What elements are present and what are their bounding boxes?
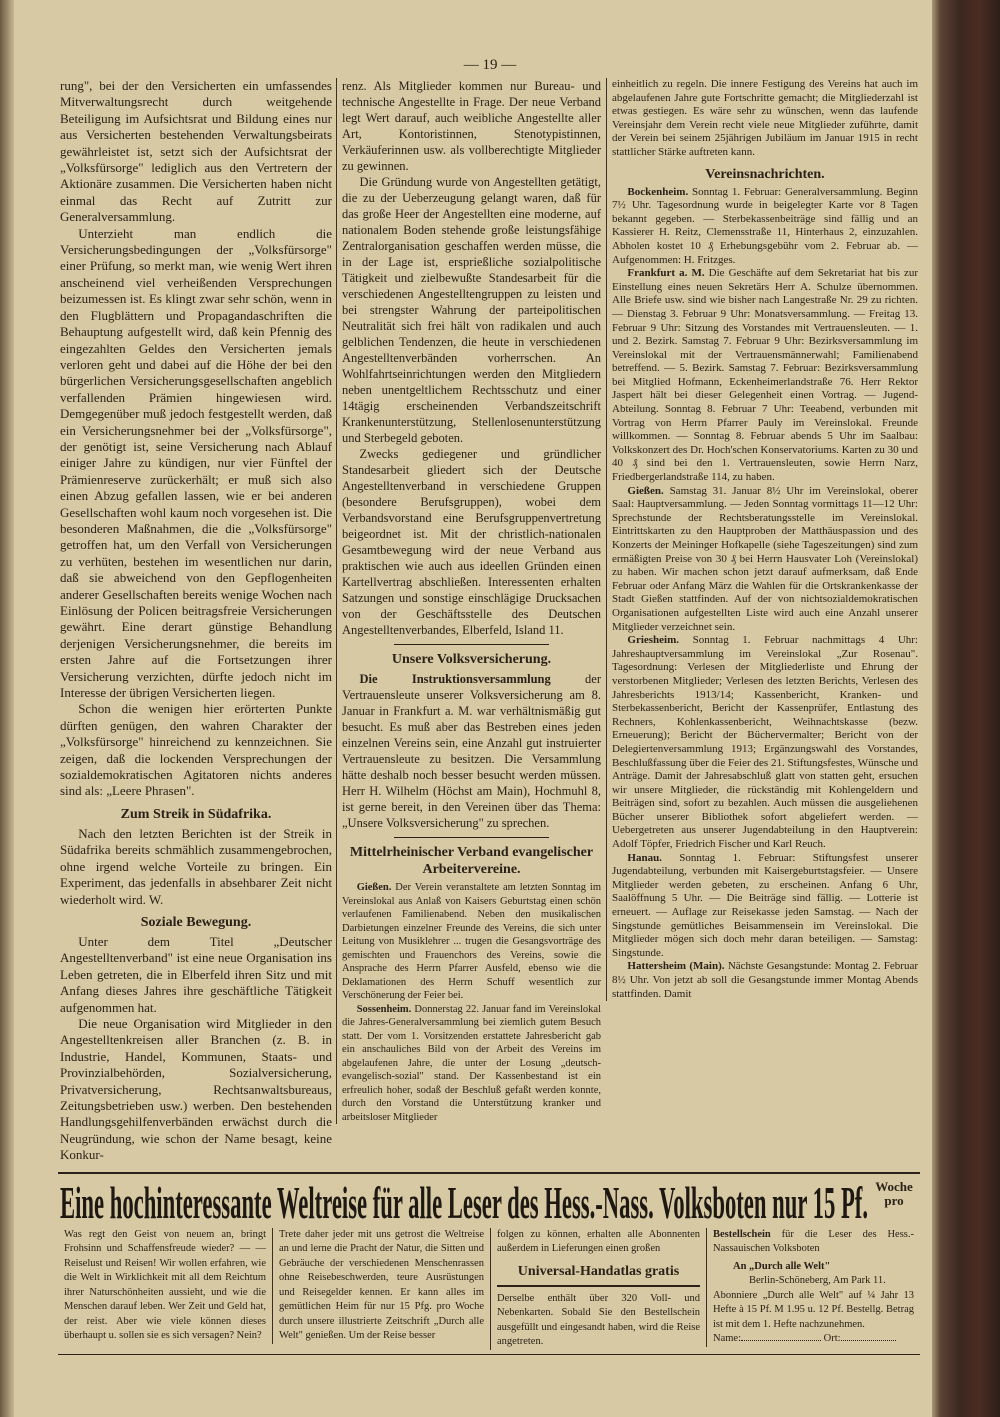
page-content [0, 78, 1000, 1355]
order-form-fields [713, 1332, 914, 1347]
paragraph-text: Nächste Gesangstunde: Montag 2. Februar 8½ Uhr. Von jetzt ab soll die Gesangstunde immer Montag Abends stattfinden. Damit [612, 960, 918, 1000]
order-form-intro-text: für die Leser des Hess.-Nassauischen Volksboten [713, 1228, 914, 1255]
paragraph-lead: Gießen. [356, 882, 392, 893]
article-paragraph [612, 186, 918, 268]
paragraph-text: Der Verein veranstaltete am letzten Sonntag im Vereinslokal aus Anlaß von Kaisers Geburtstag einen schön verlaufenen Familienabend. Neben den musikalischen Darbietungen einzelner Freunde des Vereins, die sich unter Leitung von Musiklehrer ... trugen die Gesangsvorträge des gemischten und Frauenchors des Vereins, sowie die Ansprache des Herrn Pfarrer Ausfeld, ebenso wie die Deklamationen des Herrn Schuff wesentlich zur Verschönerung der Feier bei. [342, 882, 601, 1001]
article-paragraph [60, 78, 332, 226]
paragraph-lead: Griesheim. [627, 634, 680, 647]
ad-column-3 [490, 1228, 706, 1350]
page-number: — 19 — [463, 57, 517, 73]
article-paragraph [60, 701, 332, 799]
article-paragraph [342, 78, 601, 174]
paragraph-text: Sonntag 1. Februar nachmittags 4 Uhr: Jahreshauptversammlung im Vereinslokal „Zur Rosenau". Tagesordnung: Verlesen der Mitgliederliste und Ehrung der verstorbenen Mitglieder; Verlesen des letzten Berichts, Verlesen des Jahresberichts 1913/14; Kassenbericht, Kranken- und Sterbekassenbericht, Bericht der Kassenprüfer, Entlastung des Rechners, Kohlenkassenbericht, Weihnachtskasse (bezw. Erneuerung); Bericht der Büchervermalter; Bericht von der Delegiertenversammlung 1913; Ergänzungswahl des Vorstandes, Beschlußfassung über die Feier des 21. Stiftungsfestes, Wünsche und Anträge. Damit der Jahresabschluß glatt von statten geht, ersuchen wir unsere Mitglieder, die rückständig mit Kohlengeldern und Beiträgen sind, sofort zu bezahlen. Auch müssen die ausgeliehenen Bücher unserer Bibliothek sofort abgeliefert werden. — Uebergetreten aus unserer Jugendabteilung in den Hauptverein: Adolf Töpfer, Friedrich Fischer und Karl Reuch. [612, 634, 918, 851]
paragraph-text: Schon die wenigen hier erörterten Punkte dürften genügen, den wahren Charakter der „Volksfürsorge" hinreichend zu kennzeichnen. Sie zeigen, daß die lockenden Versprechungen der sozialdemokratischen Agitatoren nichts anderes sind als: „Leere Phrasen". [60, 701, 332, 799]
paragraph-lead: Hattersheim (Main). [627, 960, 725, 973]
article-paragraph [342, 1003, 601, 1125]
order-form-recipient: An „Durch alle Welt" [733, 1260, 831, 1272]
paragraph-lead: Sossenheim. [356, 1003, 412, 1015]
paragraph-lead: Hanau. [627, 851, 662, 864]
article-paragraph [60, 226, 332, 702]
article-paragraph [612, 267, 918, 485]
paragraph-lead: Frankfurt a. M. [627, 267, 705, 280]
paragraph-text: rung", bei der den Versicherten ein umfassendes Mitverwaltungsrecht durch weitgehende Beteiligung im Aufsichtsrat und Bildung eines nur aus Versicherten bestehenden Verwaltungsbeirats gewährleistet ist, setzt sich der Aufsichtsrat der „Volksfürsorge" lediglich aus den Vertretern der Aktionäre zusammen. Die Versicherten haben nicht einmal das Recht auf Zutritt zur Generalversammlung. [60, 78, 332, 225]
ort-field[interactable] [841, 1340, 896, 1341]
article-paragraph [612, 78, 918, 160]
paragraph-text: Donnerstag 22. Januar fand im Vereinslokal die Jahres-Generalversammlung bei ziemlich gutem Besuch statt. Der vom 1. Vorsitzenden erstattete Jahresbericht gab ein anschauliches Bild von der Arbeit des Vereins im abgelaufenen Jahre, die unter der Losung „deutsch-evangelisch-sozial" stand. Der Kassenbestand ist ein erfreulich hoher, sodaß der Beschluß gefaßt werden konnte, durch den Vorstand die Unterstützung kranker und arbeitsloser Mitglieder [342, 1003, 601, 1123]
article-paragraph [342, 881, 601, 1003]
paragraph-lead: Gießen. [627, 484, 664, 497]
section-heading: Unsere Volksversicherung. [391, 652, 552, 667]
paragraph-text: Sonntag 1. Februar: Generalversammlung. Beginn 7½ Uhr. Tagesordnung wurde in beigelegter Karte vor 8 Tagen bekannt gegeben. — Sterbekassenbeiträge sind fällig und an Kassierer H. Reitz, Clemensstraße 11, Hinterhaus 2, einzuzahlen. Abholen kostet 10 ₰ Erhebungsgebühr vom 2. Februar ab. — Aufgenommen: H. Fritzges. [612, 185, 918, 266]
order-form-address: Berlin-Schöneberg, Am Park 11. [749, 1275, 886, 1287]
column-1 [60, 78, 336, 1164]
section-heading: Zum Streik in Südafrika. [120, 806, 272, 822]
article-paragraph [342, 671, 601, 831]
article-paragraph [60, 826, 332, 908]
ad-text-3a: folgen zu können, erhalten alle Abonnenten außerdem in Lieferungen einen großen [497, 1228, 700, 1255]
article-columns [60, 78, 918, 1164]
paragraph-text: Unterzieht man endlich die Versicherungsbedingungen der „Volksfürsorge" einer Prüfung, so merkt man, wie wenig Wert ihren anscheinend viel verheißenden Versprechungen beizumessen ist. Es klingt zwar sehr schön, wenn in den Flugblättern und Propagandaschriften die Behauptung aufgestellt wird, daß kein Pfennig des eingezahlten Geldes den Versicherten jemals verloren geht und dabei auf die Höhe der bei den bürgerlichen Versicherungsgesellschaften angeblich verfallenden Prämien hingewiesen wird. Demgegenüber muß jedoch festgestellt werden, daß ein Versicherungsnehmer bei der „Volksfürsorge", der genötigt ist, seine Versicherung nach Ablauf einiger Jahre zu kündigen, nur vier Fünftel der Prämienreserve zurückerhält; er muß sich also einen Abzug gefallen lassen, wie er bei anderen Gesellschaften wohl kaum noch vorgesehen ist. Die besonderen Maßnahmen, die die „Volksfürsorge" getroffen hat, um den Verfall von Versicherungen zu verhüten, bestehen im wesentlichen nur darin, daß sie abweichend von den Gepflogenheiten anderer Gesellschaften bereits wenige Wochen nach Einlösung der Policen beitragsfreie Versicherungen gewährt. Eine derart günstige Behandlung derjenigen Versicherungsnehmer, die bereits im ersten Jahre auf die Fortsetzungen ihrer Versicherung verzichten, dürfte jedoch nicht im Interesse der übrigen Versicherten liegen. [60, 225, 332, 701]
paragraph-lead: Bockenheim. [627, 185, 689, 198]
advertisement [58, 1172, 920, 1355]
section-heading: Vereinsnachrichten. [705, 166, 825, 182]
ad-woche: Woche [875, 1178, 913, 1194]
article-paragraph [612, 485, 918, 635]
paragraph-text: Sonntag 1. Februar: Stiftungsfest unserer Jugendabteilung, verbunden mit Kaisergeburtstagsfeier. — Unsere Mitglieder werden gebeten, zu erscheinen. Anfang 6 Uhr, Saalöffnung 5 Uhr. — Die Beiträge sind fällig. — Lotterie ist erneuert. — Auflage zur Reisekasse jeden Samstag. — Nach der Singstunde gemütliches Beisammensein im Vereinslokal. Die Mitglieder mögen sich doch mehr daran beteiligen. — Samstag: Singstunde. [612, 851, 918, 959]
column-3 [606, 78, 918, 1001]
ad-column-2 [272, 1228, 490, 1344]
ad-header [58, 1174, 920, 1228]
ad-text-3b: Derselbe enthält über 320 Voll- und Nebenkarten. Sobald Sie den Bestellschein ausgefüllt und eingesandt haben, wird die Reise angetreten. [497, 1292, 700, 1348]
article-paragraph [60, 934, 332, 1016]
ad-column-1 [58, 1228, 272, 1344]
order-form-intro [713, 1228, 914, 1257]
order-form-text: Abonniere „Durch alle Welt" auf ¼ Jahr 13 Hefte à 15 Pf. M 1.95 u. 12 Pf. Bestellg. Betrag ist mit dem 1. Hefte nachzunehmen. [713, 1289, 914, 1330]
ort-label: Ort: [823, 1333, 841, 1345]
section-rule [394, 644, 549, 645]
ad-per-week [872, 1174, 916, 1208]
paragraph-text: Unter dem Titel „Deutscher Angestelltenverband" ist eine neue Organisation ins Leben getreten, die in Elberfeld ihren Sitz und mit Anfang dieses Jahres ihre geschäftliche Tätigkeit aufgenommen hat. [60, 933, 332, 1015]
section-rule [394, 837, 549, 838]
section-heading: Soziale Bewegung. [140, 914, 252, 930]
ad-text-1: Was regt den Geist von neuem an, bringt Frohsinn und Schaffensfreude wieder? — — Reiselust und Reisen! Wir wollen erfahren, wie die Welt in Wirklichkeit mit all dem Reichtum ihrer Naturschönheiten aussieht, und wie die Menschen darauf leben. Wer Zeit und Geld hat, der reist. Aber wie viele können dieses überhaupt u. sollen sie es sich versagen? Nein? [64, 1228, 266, 1342]
paragraph-text: einheitlich zu regeln. Die innere Festigung des Vereins hat auch im abgelaufenen Jahre gute Fortschritte gemacht; die Mitgliederzahl ist etwas gestiegen. Es wäre sehr zu wünschen, wenn das laufende Vereinsjahr dem Verein recht viele neue Mitglieder zuführte, damit der Verein bei seinem 25jährigen Jubiläum im Januar 1915 in recht stattlicher Stärke auftreten kann. [612, 78, 918, 158]
paragraph-text: Zwecks gediegener und gründlicher Standesarbeit gliedert sich der Deutsche Angestelltenverband in verschiedene Gruppen (besondere Berufsgruppen), wobei dem Verbandsvorstand eine Berufsgruppenvertretung beigeordnet ist. Mit der christlich-nationalen Gesamtbewegung wird der neue Verband aus praktischen wie auch aus ideellen Gründen einen Kartellvertrag abschließen. Interessenten erhalten Satzungen und sonstige einschlägige Drucksachen von der Geschäftsstelle des Deutschen Angestelltenverbandes, Elberfeld, Island 11. [342, 447, 601, 637]
paragraph-text: der Vertrauensleute unserer Volksversicherung am 8. Januar in Frankfurt a. M. war verhältnismäßig gut besucht. Es muß aber das Bestreben eines jeden einzelnen Vereins sein, eine Anzahl gut instruierter Vertrauensleute zu besitzen. Die Versammlung hätte deshalb noch besser besucht werden müssen. Herr H. Wilhelm (Höchst am Main), Hochmuhl 8, ist gerne bereit, in den Vereinen über das Thema: „Unsere Volksversicherung" zu sprechen. [342, 672, 601, 830]
article-paragraph [342, 446, 601, 638]
order-form [706, 1228, 920, 1347]
article-paragraph [612, 634, 918, 852]
paragraph-text: Die Gründung wurde von Angestellten getätigt, die zu der Ueberzeugung gelangt waren, daß für das große Heer der Angestellten eine moderne, auf nationalem Boden stehende große leistungsfähige Zentralorganisation geschaffen werden müsse, die in der Lage ist, ersprießliche sozialpolitische Tätigkeit und zielbewußte Standesarbeit für die verschiedenen Angestelltengruppen zu leisten und bei strengster Wahrung der parteipolitischen Neutralität sich frei hält von radikalen und auch gelblichen Tendenzen, die heute in verschiedenen Angestelltenverbänden vorherrschen. An Wohlfahrtseinrichtungen werden den Mitgliedern neben unentgeltlichem Rechtsschutz und einer 14tägig erscheinenden Verbandszeitschrift Krankenunterstützung, Stellenlosenunterstützung und Sterbegeld geboten. [342, 175, 601, 445]
name-label: Name: [713, 1333, 741, 1345]
paragraph-text: Nach den letzten Berichten ist der Streik in Südafrika bereits schmählich zusammengebrochen, ohne irgend welche Vorteile zu bringen. Ein Experiment, das jedenfalls in absehbarer Zeit nicht wiederholt wird. W. [60, 825, 332, 907]
order-form-title: Bestellschein [713, 1228, 771, 1240]
column-2 [336, 78, 606, 1124]
ad-pro: pro [884, 1192, 904, 1208]
paragraph-text: renz. Als Mitglieder kommen nur Bureau- und technische Angestellte in Frage. Der neue Verband legt Wert darauf, auch weibliche Angestellte aller Art, Kontoristinnen, Stenotypistinnen, Verkäuferinnen usw. als vollberechtigte Mitglieder zu gewinnen. [342, 79, 601, 173]
article-paragraph [612, 960, 918, 1001]
paragraph-text: Samstag 31. Januar 8½ Uhr im Vereinslokal, oberer Saal: Hauptversammlung. — Jeden Sonntag vormittags 11—12 Uhr: Sprechstunde der Rechtsberatungsstelle im Vereinslokal. Eintrittskarten zu den Hauptproben der Matthäuspassion und des Konzerts der Meininger Hofkapelle (siehe Tageszeitungen) sind zum ermäßigten Preise von 30 ₰ bei Herrn Hausvater Loh (Vereinslokal) zu haben. Wir machen schon jetzt darauf aufmerksam, daß Ende Februar oder Anfang März die Wahlen für die Ortskrankenkasse der Stadt Gießen stattfinden. Auf der von nichtsozialdemokratischen Organisationen aufgestellten Liste wird auch eine Anzahl unserer Mitglieder verzeichnet sein. [612, 484, 918, 633]
ad-headline-graphic [58, 1174, 872, 1228]
name-field[interactable] [741, 1340, 821, 1341]
ad-atlas-heading: Universal-Handatlas gratis [497, 1263, 700, 1287]
article-paragraph [60, 1016, 332, 1164]
paragraph-text: Die neue Organisation wird Mitglieder in den Angestelltenkreisen aller Branchen (z. B. in Industrie, Handel, Kommunen, Staats- und Provinzialbehörden, Sozialversicherung, Privatversicherung, Rechtsanwaltsbureaus, Zeitungsbetrieben usw.) werben. Den bestehenden Handlungsgehilfenverbänden erwächst durch die Neugründung, wie schon der Name besagt, keine Konkur- [60, 1015, 332, 1163]
ad-text-2: Trete daher jeder mit uns getrost die Weltreise an und lerne die Pracht der Natur, die Sitten und Gebräuche der verschiedenen Menschenrassen ohne Reisebeschwerden, teure Ausrüstungen und Reisegelder kennen. Er kann alles im gemütlichen Heim für nur 15 Pfg. pro Woche durch unsere illustrierte Zeitschrift „Durch alle Welt" genießen. Um der Reise besser [279, 1228, 484, 1342]
article-paragraph [342, 174, 601, 446]
paragraph-text: Die Geschäfte auf dem Sekretariat hat bis zur Einstellung eines neuen Sekretärs Herr A. Schulze übernommen. Alle Briefe usw. sind wie bisher nach Langestraße Nr. 29 zu richten. — Dienstag 3. Februar 9 Uhr: Monatsversammlung. — Freitag 13. Februar 9 Uhr: Sitzung des Vorstandes mit Vertrauensleuten. — 1. und 2. Bezirk. Samstag 7. Februar 9 Uhr: Bezirksversammlung im Vereinslokal mit der Vertrauensmännerwahl; Familienabend betreffend. — 5. Bezirk. Samstag 7. Februar: Bezirksversammlung bei Mitglied Hofmann, Eckenheimerlandstraße 76. Herr Rektor Jaspert hält bei dieser Gelegenheit einen Vortrag. — Jugend-Abteilung. Sonntag 8. Februar 7 Uhr: Teeabend, verbunden mit Vortrag von Herrn Pfarrer Pauly im Vereinslokal. Freunde willkommen. — Sonntag 8. Februar abends 5 Uhr im Saalbau: Volkskonzert des Dr. Hoch'schen Konservatoriums. Karten zu 30 und 40 ₰ sind bei den 1. Vertrauensleuten, sowie Herrn Narz, Friedbergerlandstraße 114, zu haben. [612, 267, 918, 484]
section-heading: Mittelrheinischer Verband evangelischer Arbeitervereine. [349, 845, 594, 877]
article-paragraph [612, 852, 918, 961]
ad-headline: Eine hochinteressante Weltreise für alle Leser des Hess.-Nass. Volksboten nur 15 Pf. [60, 1176, 868, 1228]
paragraph-lead: Die Instruktionsversammlung [359, 672, 551, 686]
ad-columns [58, 1228, 920, 1350]
